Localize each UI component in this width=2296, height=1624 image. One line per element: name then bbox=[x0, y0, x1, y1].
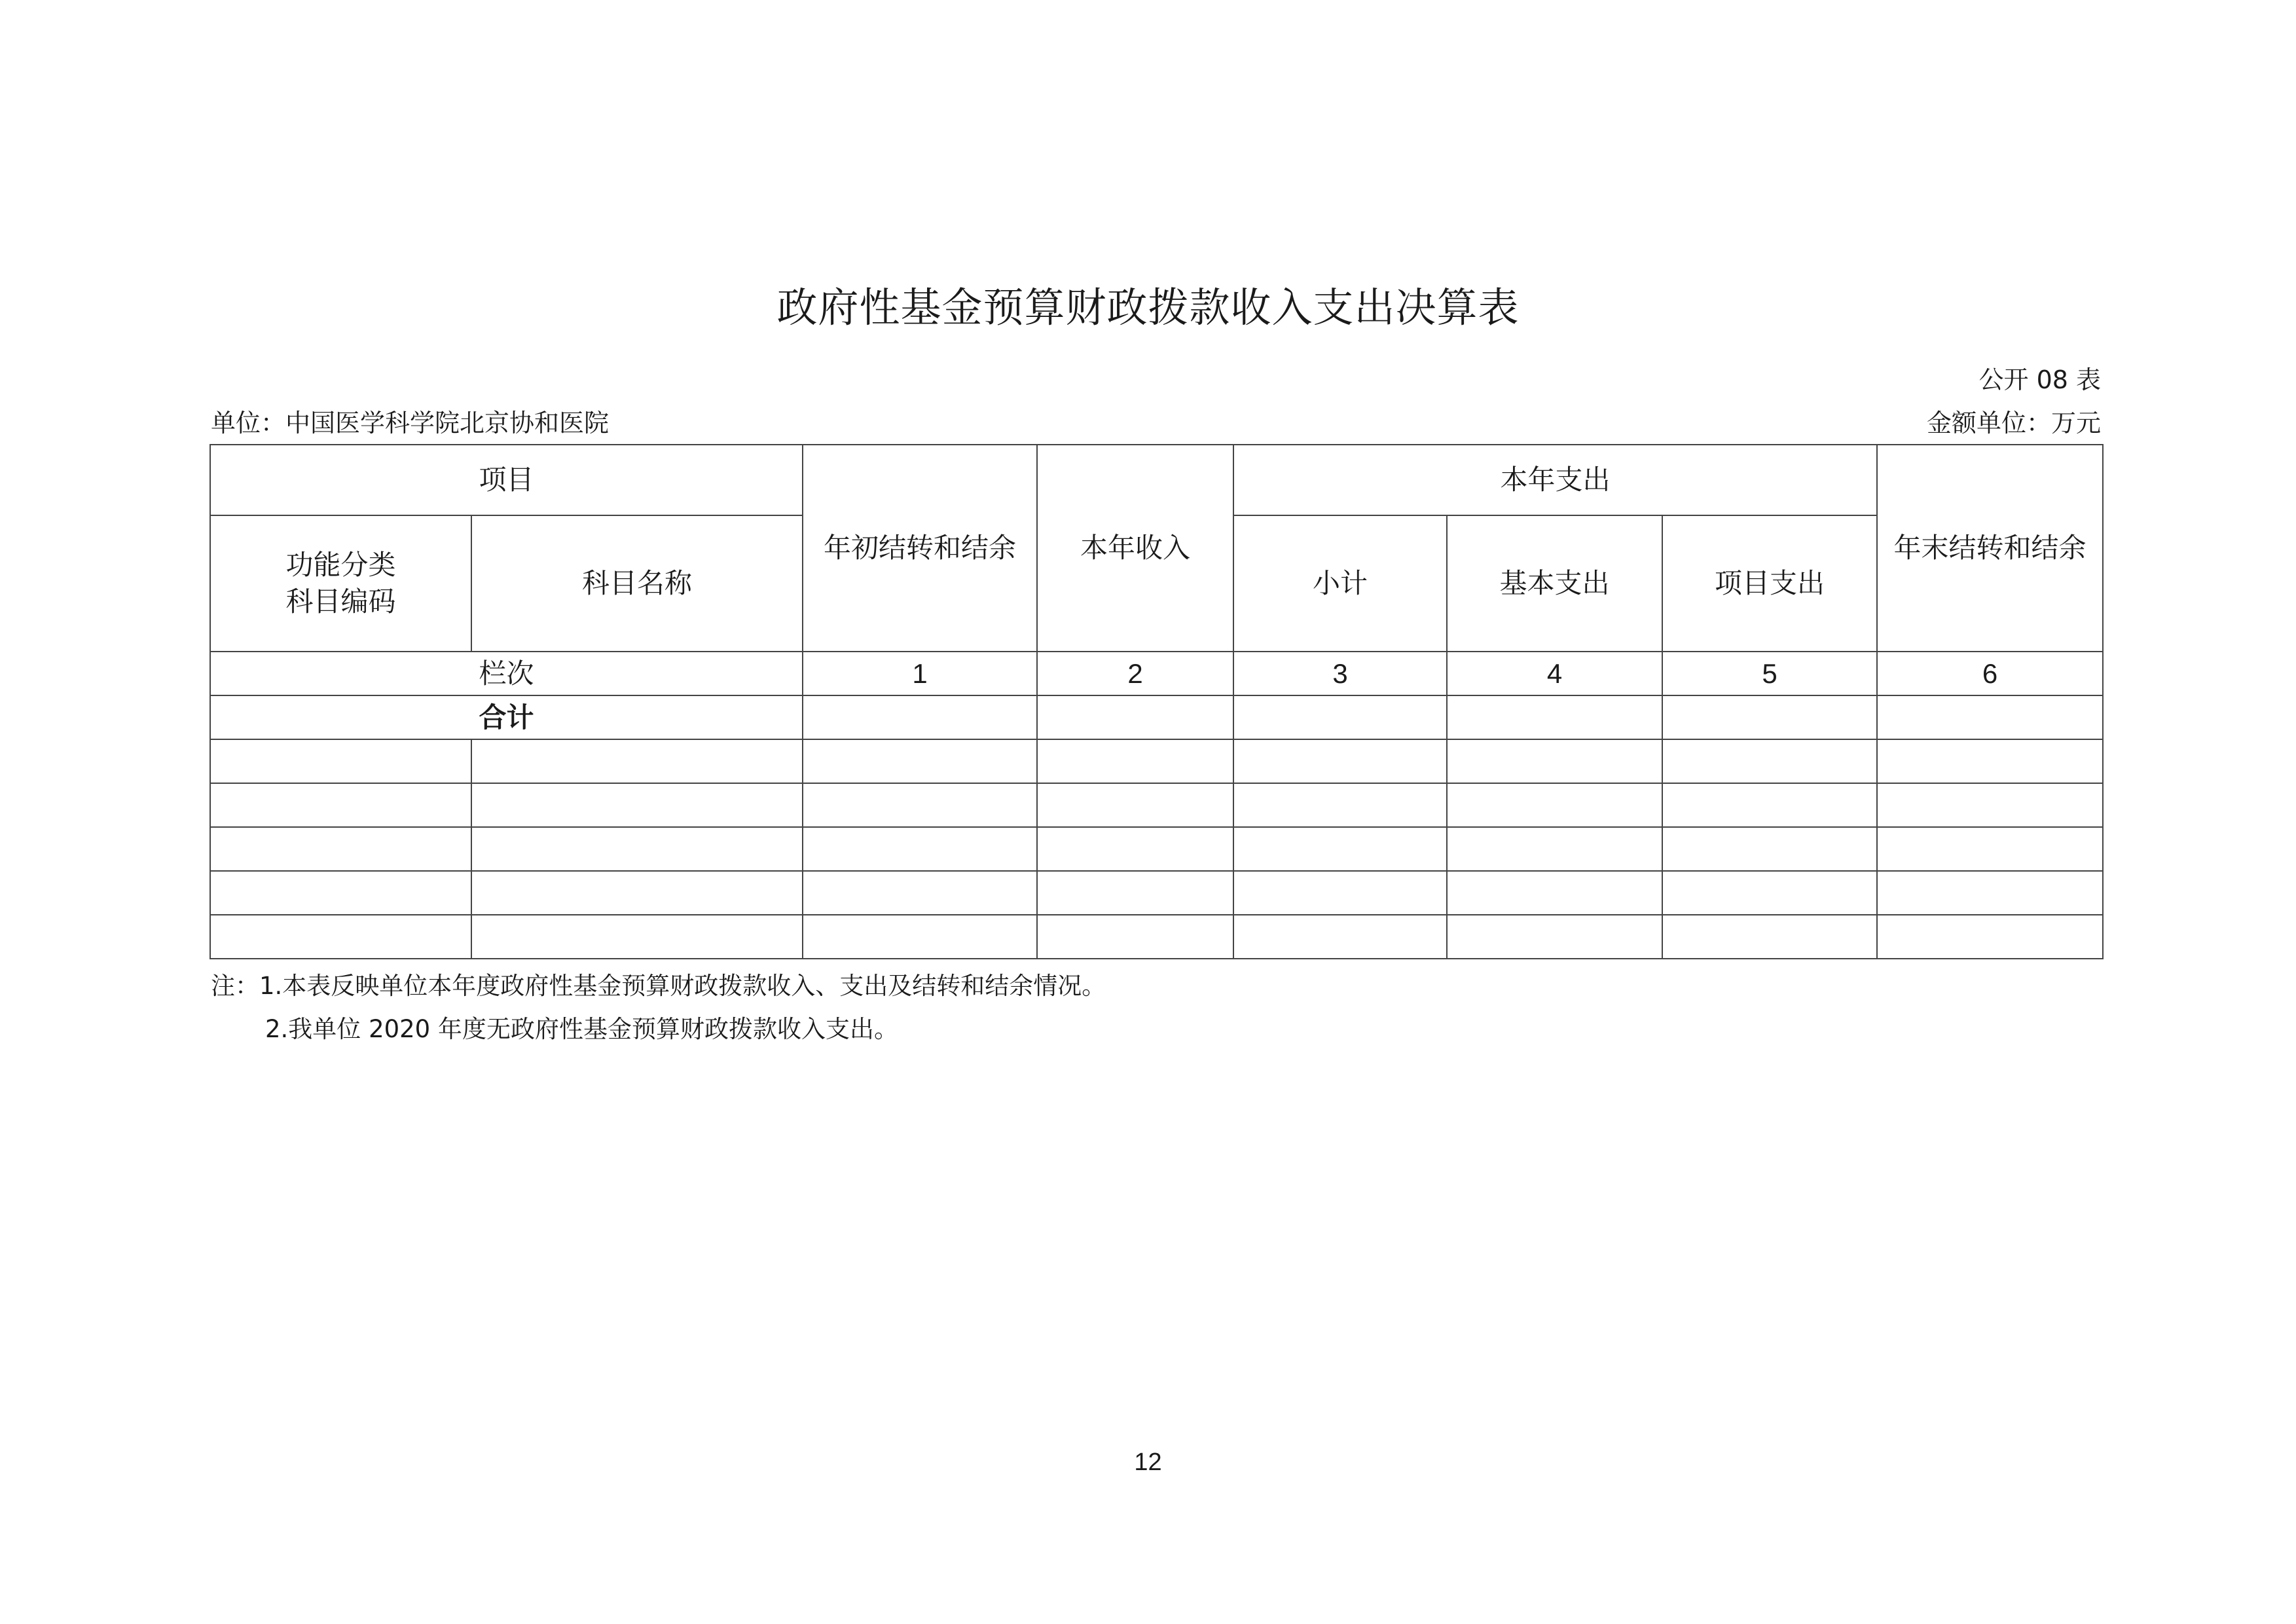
column-index-6: 6 bbox=[1877, 652, 2103, 695]
header-subtotal: 小计 bbox=[1233, 515, 1447, 652]
column-index-2: 2 bbox=[1037, 652, 1233, 695]
table-cell bbox=[1447, 871, 1662, 915]
table-cell bbox=[1877, 871, 2103, 915]
total-cell bbox=[1877, 695, 2103, 739]
table-cell bbox=[471, 871, 803, 915]
table-cell bbox=[1662, 827, 1877, 871]
table-cell bbox=[1877, 915, 2103, 959]
table-cell bbox=[803, 783, 1037, 827]
table-cell bbox=[803, 827, 1037, 871]
total-cell bbox=[803, 695, 1037, 739]
header-basic-expense: 基本支出 bbox=[1447, 515, 1662, 652]
document-title: 政府性基金预算财政拨款收入支出决算表 bbox=[776, 284, 1520, 331]
total-cell bbox=[1233, 695, 1447, 739]
table-cell bbox=[1877, 827, 2103, 871]
table-row bbox=[210, 827, 2103, 871]
table-cell bbox=[803, 739, 1037, 783]
table-row bbox=[210, 871, 2103, 915]
column-index-label: 栏次 bbox=[210, 652, 803, 695]
table-cell bbox=[1447, 739, 1662, 783]
total-cell bbox=[1447, 695, 1662, 739]
table-cell bbox=[1233, 827, 1447, 871]
column-index-4: 4 bbox=[1447, 652, 1662, 695]
table-cell bbox=[1662, 739, 1877, 783]
amount-unit-label: 金额单位：万元 bbox=[1926, 409, 2101, 437]
header-func-code bbox=[210, 515, 471, 652]
table-cell bbox=[1233, 783, 1447, 827]
total-label: 合计 bbox=[210, 695, 803, 739]
table-cell bbox=[1037, 915, 1233, 959]
table-cell bbox=[1447, 783, 1662, 827]
table-row bbox=[210, 783, 2103, 827]
column-index-1: 1 bbox=[803, 652, 1037, 695]
table-cell bbox=[1447, 827, 1662, 871]
table-cell bbox=[1662, 871, 1877, 915]
table-cell bbox=[210, 783, 471, 827]
column-index-row bbox=[210, 652, 2103, 695]
header-current-income: 本年收入 bbox=[1037, 445, 1233, 652]
header-func-code-line2: 科目编码 bbox=[285, 585, 396, 618]
table-cell bbox=[1877, 783, 2103, 827]
note-line-1: 注：1.本表反映单位本年度政府性基金预算财政拨款收入、支出及结转和结余情况。 bbox=[211, 972, 1106, 1000]
header-begin-balance: 年初结转和结余 bbox=[803, 445, 1037, 652]
total-cell bbox=[1662, 695, 1877, 739]
table-cell bbox=[1662, 915, 1877, 959]
table-cell bbox=[1037, 827, 1233, 871]
table-row bbox=[210, 915, 2103, 959]
header-end-balance: 年末结转和结余 bbox=[1877, 445, 2103, 652]
header-func-code-line1: 功能分类 bbox=[285, 549, 396, 581]
table-cell bbox=[803, 871, 1037, 915]
table-cell bbox=[803, 915, 1037, 959]
table-cell bbox=[1233, 739, 1447, 783]
table-cell bbox=[1037, 871, 1233, 915]
unit-label: 单位：中国医学科学院北京协和医院 bbox=[211, 409, 610, 437]
table-cell bbox=[1037, 783, 1233, 827]
table-cell bbox=[1877, 739, 2103, 783]
column-index-3: 3 bbox=[1233, 652, 1447, 695]
table-cell bbox=[1233, 915, 1447, 959]
table-cell bbox=[471, 915, 803, 959]
table-cell bbox=[471, 783, 803, 827]
total-row bbox=[210, 695, 2103, 739]
header-current-expense: 本年支出 bbox=[1233, 445, 1877, 515]
header-item: 项目 bbox=[210, 445, 803, 515]
table-cell bbox=[1037, 739, 1233, 783]
table-cell bbox=[210, 915, 471, 959]
page-number: 12 bbox=[1134, 1449, 1162, 1476]
table-cell bbox=[471, 739, 803, 783]
header-project-expense: 项目支出 bbox=[1662, 515, 1877, 652]
notes bbox=[211, 965, 1106, 1051]
table-cell bbox=[1662, 783, 1877, 827]
table-cell bbox=[210, 827, 471, 871]
table-cell bbox=[1447, 915, 1662, 959]
table-cell bbox=[210, 871, 471, 915]
column-index-5: 5 bbox=[1662, 652, 1877, 695]
note-line-2: 2.我单位 2020 年度无政府性基金预算财政拨款收入支出。 bbox=[265, 1015, 898, 1043]
header-row-1 bbox=[210, 445, 2103, 515]
budget-table bbox=[210, 444, 2104, 959]
table-code: 公开 08 表 bbox=[1978, 365, 2101, 394]
table-cell bbox=[210, 739, 471, 783]
total-cell bbox=[1037, 695, 1233, 739]
table-cell bbox=[1233, 871, 1447, 915]
table-row bbox=[210, 739, 2103, 783]
table-cell bbox=[471, 827, 803, 871]
header-subject-name: 科目名称 bbox=[471, 515, 803, 652]
